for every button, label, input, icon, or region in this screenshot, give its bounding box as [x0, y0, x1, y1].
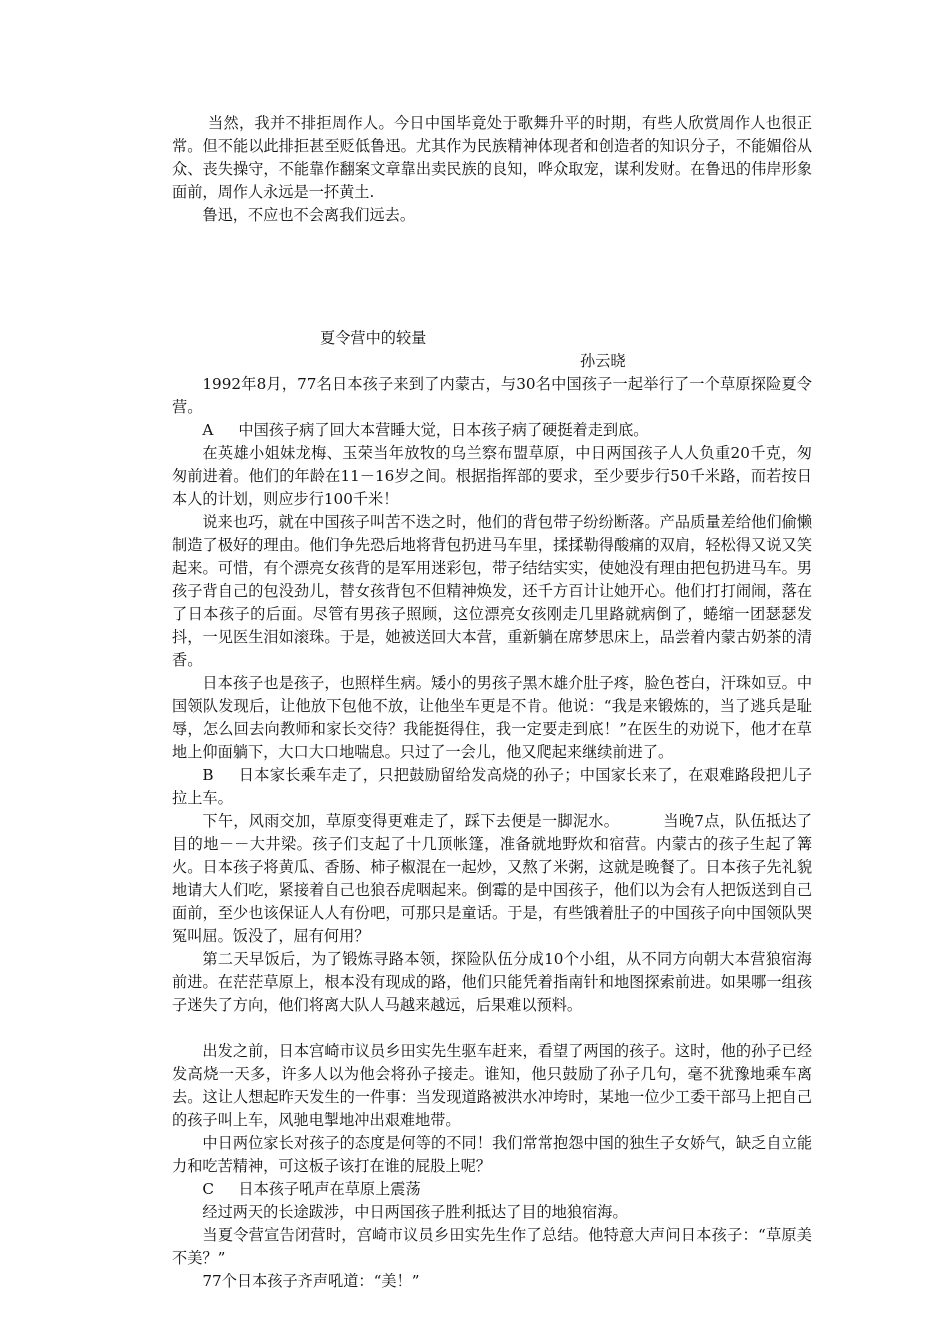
paragraph: 日本孩子也是孩子，也照样生病。矮小的男孩子黑木雄介肚子疼，脸色苍白，汗珠如豆。中国领队发现后，让他放下包他不放，让他坐车更是不肯。他说：“我是来锻炼的，当了逃兵是耻辱，怎么回去向教师和家长交待？我能挺得住，我一定要走到底！”在医生的劝说下，他才在草地上仰面躺下，大口大口地喘息。只过了一会儿，他又爬起来继续前进了。	[172, 674, 812, 761]
article-author: 孙云晓	[580, 352, 626, 370]
article-title: 夏令营中的较量	[320, 329, 427, 347]
paragraph: 1992年8月，77名日本孩子来到了内蒙古，与30名中国孩子一起举行了一个草原探险夏令营。	[172, 375, 812, 416]
paragraph-part: 当晚7点，队伍抵达了目的地－－大井梁。孩子们支起了十几顶帐篷，准备就地野炊和宿营。内蒙古的孩子生起了篝火。日本孩子将黄瓜、香肠、柿子椒混在一起炒，又熬了米粥，这就是晚餐了。日本孩子先礼貌地请大人们吃，紧接着自己也狼吞虎咽起来。倒霉的是中国孩子，他们以为会有人把饭送到自己面前，至少也该保证人人有份吧，可那只是童话。于是，有些饿着肚子的中国孩子向中国领队哭冤叫屈。饭没了，屈有何用？	[172, 812, 813, 945]
paragraph: 说来也巧，就在中国孩子叫苦不迭之时，他们的背包带子纷纷断落。产品质量差给他们偷懒制造了极好的理由。他们争先恐后地将背包扔进马车里，揉揉勒得酸痛的双肩，轻松得又说又笑起来。可惜，有个漂亮女孩背的是军用迷彩包，带子结结实实，使她没有理由把包扔进马车。男孩子背自己的包没劲儿，替女孩背包不但精神焕发，还千方百计让她开心。他们打打闹闹，落在了日本孩子的后面。尽管有男孩子照顾，这位漂亮女孩刚走几里路就病倒了，蜷缩一团瑟瑟发抖，一见医生泪如滚珠。于是，她被送回大本营，重新躺在席梦思床上，品尝着内蒙古奶茶的清香。	[172, 513, 812, 669]
section-heading-text: 中国孩子病了回大本营睡大觉，日本孩子病了硬挺着走到底。	[238, 421, 649, 439]
paragraph: 当夏令营宣告闭营时，宫崎市议员乡田实先生作了总结。他特意大声问日本孩子：“草原美不美？”	[172, 1226, 812, 1267]
paragraph: 当然，我并不排拒周作人。今日中国毕竟处于歌舞升平的时期，有些人欣赏周作人也很正常。但不能以此排拒甚至贬低鲁迅。尤其作为民族精神体现者和创造者的知识分子，不能媚俗从众、丧失操守，不能靠作翻案文章靠出卖民族的良知，哗众取宠，谋利发财。在鲁迅的伟岸形象面前，周作人永远是一抔黄土.	[172, 114, 812, 201]
section-heading-text: 日本孩子吼声在草原上震荡	[238, 1180, 421, 1198]
paragraph: 在英雄小姐妹龙梅、玉荣当年放牧的乌兰察布盟草原，中日两国孩子人人负重20千克，匆匆前进着。他们的年龄在11－16岁之间。根据指挥部的要求，至少要步行50千米路，而若按日本人的计划，则应步行100千米！	[172, 444, 812, 508]
section-letter: C	[202, 1180, 215, 1198]
section-letter: A	[202, 421, 214, 439]
paragraph-part: 下午，风雨交加，草原变得更难走了，踩下去便是一脚泥水。	[202, 812, 620, 830]
spacer	[172, 1017, 812, 1040]
spacer	[172, 227, 812, 327]
section-b-heading	[172, 764, 812, 810]
paragraph: 77个日本孩子齐声吼道：“美！”	[202, 1272, 420, 1290]
paragraph: 出发之前，日本宫崎市议员乡田实先生驱车赶来，看望了两国的孩子。这时，他的孙子已经发高烧一天多，许多人以为他会将孙子接走。谁知，他只鼓励了孙子几句，毫不犹豫地乘车离去。这让人想起昨天发生的一件事：当发现道路被洪水冲垮时，某地一位少工委干部马上把自己的孩子叫上车，风驰电掣地冲出艰难地带。	[172, 1042, 812, 1129]
section-a-heading	[172, 419, 812, 442]
paragraph: 中日两位家长对孩子的态度是何等的不同！我们常常抱怨中国的独生子女娇气，缺乏自立能力和吃苦精神，可这板子该打在谁的屁股上呢？	[172, 1134, 812, 1175]
paragraph: 第二天早饭后，为了锻炼寻路本领，探险队伍分成10个小组，从不同方向朝大本营狼宿海前进。在茫茫草原上，根本没有现成的路，他们只能凭着指南针和地图探索前进。如果哪一组孩子迷失了方向，他们将离大队人马越来越远，后果难以预料。	[172, 950, 812, 1014]
section-letter: B	[202, 766, 214, 784]
paragraph: 鲁迅，不应也不会离我们远去。	[202, 206, 416, 224]
document-page	[172, 112, 812, 1293]
section-heading-text: 日本家长乘车走了，只把鼓励留给发高烧的孙子；中国家长来了，在艰难路段把儿子拉上车。	[172, 766, 812, 807]
paragraph	[172, 810, 812, 948]
section-c-heading	[172, 1178, 812, 1201]
paragraph: 经过两天的长途跋涉，中日两国孩子胜利抵达了目的地狼宿海。	[202, 1203, 628, 1221]
